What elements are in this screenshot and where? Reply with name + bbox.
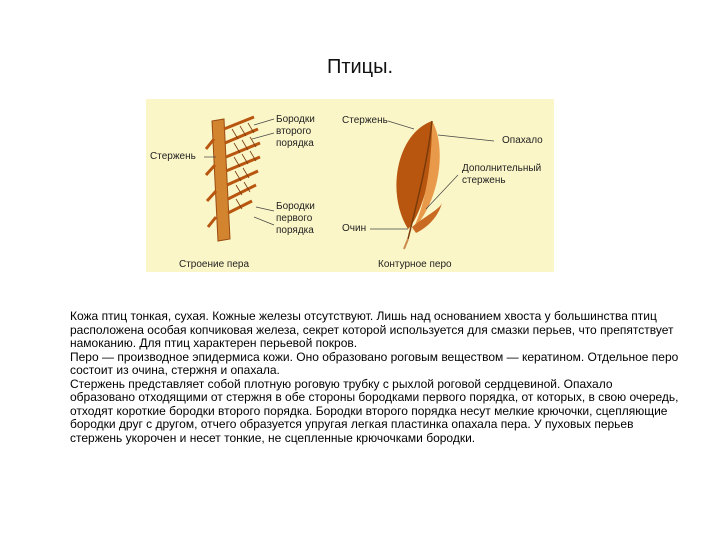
label-vane: Опахало (502, 135, 543, 146)
paragraph-rachis-vane: Стержень представляет собой плотную роговую трубку с рыхлой роговой сердцевиной. Опахало образовано отходящими от стержня в обе стороны бородками первого порядка, от которых, в свою очередь, отходят короткие бородки второго порядка. Бородки второго порядка несут мелкие крючочки, сцепляющие бородки друг с другом, отчего образуется упругая легкая пластинка опахала пера. У пуховых перьев стержень укорочен и несет тонкие, не сцепленные крючочками бородки. (70, 376, 679, 445)
paragraph-skin: Кожа птиц тонкая, сухая. Кожные железы отсутствуют. Лишь над основанием хвоста у большинства птиц расположена особая копчиковая железа, секрет которой используется для смазки перьев, что препятствует намоканию. Для птиц характерен перьевой покров. (70, 309, 674, 350)
feather-structure-figure (146, 99, 554, 272)
label-aftershaft: Дополнительный стержень (462, 163, 542, 186)
label-calamus: Очин (342, 223, 367, 234)
slide-title: Птицы. (326, 56, 394, 78)
label-barbs-first-order: Бородки первого порядка (276, 201, 315, 236)
paragraph-feather: Перо — производное эпидермиса кожи. Оно образовано роговым веществом — кератином. Отдельное перо состоит из очина, стержня и опахала. (70, 349, 679, 377)
label-rachis-left: Стержень (150, 151, 196, 162)
label-barbules-second-order: Бородки второго порядка (276, 114, 315, 149)
feather-structure-drawing (204, 117, 274, 241)
caption-feather-structure: Строение пера (179, 259, 250, 270)
body-text (70, 310, 680, 445)
caption-contour-feather: Контурное перо (378, 259, 452, 270)
label-rachis-right: Стержень (342, 115, 388, 126)
